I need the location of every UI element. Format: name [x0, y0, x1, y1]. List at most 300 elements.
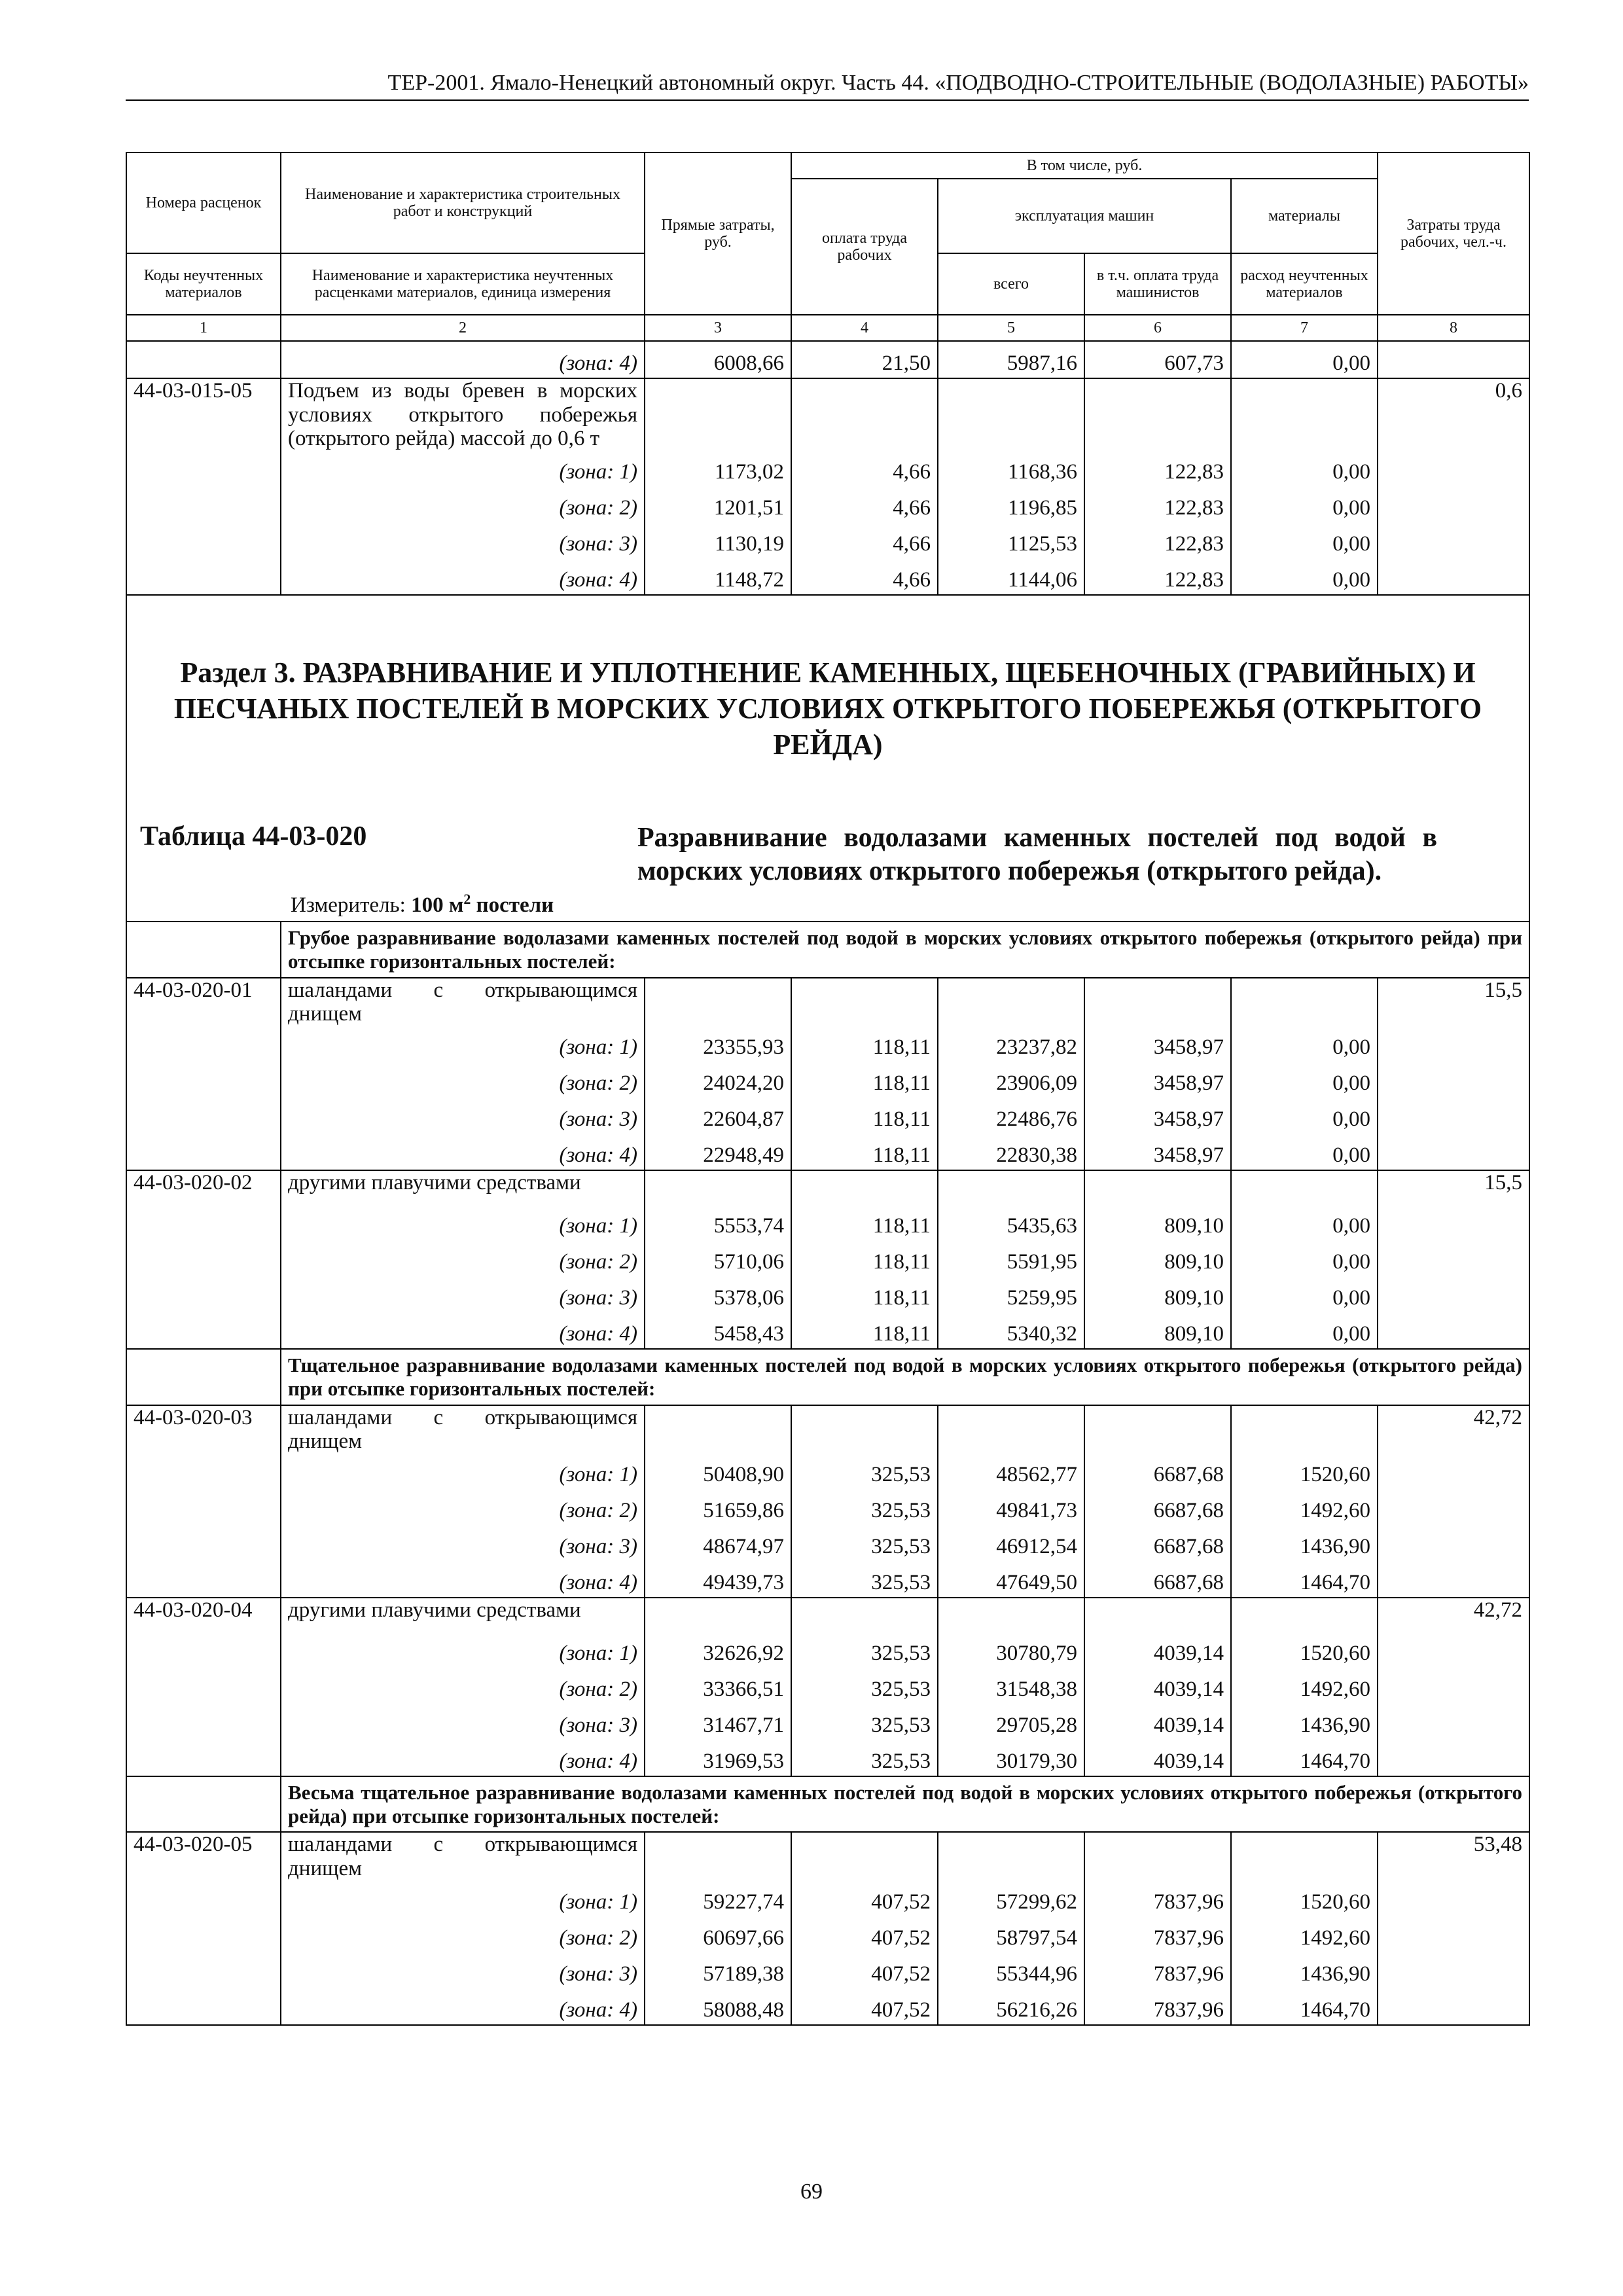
zone-label: (зона: 1) [281, 1632, 645, 1668]
labor-cell [1378, 341, 1529, 378]
empty-cell [1084, 1832, 1231, 1880]
labor-cell [1378, 1453, 1529, 1489]
value-cell: 325,53 [791, 1704, 938, 1740]
value-cell: 118,11 [791, 1098, 938, 1134]
labor-value: 42,72 [1378, 1598, 1529, 1632]
code-cell [126, 1916, 281, 1952]
value-cell: 58088,48 [645, 1988, 791, 2025]
value-cell: 0,00 [1231, 522, 1378, 558]
col-num-4: 4 [791, 315, 938, 341]
code-cell [126, 1880, 281, 1916]
value-cell: 57189,38 [645, 1952, 791, 1988]
rate-code: 44-03-015-05 [126, 378, 281, 450]
value-cell: 6687,68 [1084, 1453, 1231, 1489]
code-cell [126, 1988, 281, 2025]
value-cell: 325,53 [791, 1740, 938, 1776]
labor-cell [1378, 1525, 1529, 1561]
value-cell: 118,11 [791, 1276, 938, 1312]
value-cell: 56216,26 [938, 1988, 1084, 2025]
value-cell: 0,00 [1231, 1026, 1378, 1062]
table-header [126, 152, 1529, 341]
rate-code: 44-03-020-03 [126, 1405, 281, 1454]
value-cell: 4,66 [791, 450, 938, 486]
value-cell: 325,53 [791, 1632, 938, 1668]
zone-label: (зона: 2) [281, 1668, 645, 1704]
zone-label: (зона: 4) [281, 341, 645, 378]
value-cell: 30179,30 [938, 1740, 1084, 1776]
value-cell: 6008,66 [645, 341, 791, 378]
value-cell: 0,00 [1231, 486, 1378, 522]
zone-row [126, 1704, 1529, 1740]
value-cell: 6687,68 [1084, 1489, 1231, 1525]
value-cell: 0,00 [1231, 1312, 1378, 1349]
zone-label: (зона: 2) [281, 1062, 645, 1098]
value-cell: 22604,87 [645, 1098, 791, 1134]
code-cell [126, 1561, 281, 1598]
zone-label: (зона: 4) [281, 1740, 645, 1776]
value-cell: 50408,90 [645, 1453, 791, 1489]
zone-label: (зона: 3) [281, 1098, 645, 1134]
value-cell: 55344,96 [938, 1952, 1084, 1988]
value-cell: 4039,14 [1084, 1668, 1231, 1704]
code-cell [126, 1453, 281, 1489]
zone-row [126, 558, 1529, 595]
rate-row [126, 1405, 1529, 1454]
page-number: 69 [800, 2179, 823, 2204]
value-cell: 47649,50 [938, 1561, 1084, 1598]
zone-row [126, 1098, 1529, 1134]
value-cell: 31467,71 [645, 1704, 791, 1740]
labor-cell [1378, 1952, 1529, 1988]
col8-header: Затраты труда рабочих, чел.-ч. [1378, 152, 1529, 315]
value-cell: 51659,86 [645, 1489, 791, 1525]
value-cell: 118,11 [791, 1240, 938, 1276]
labor-cell [1378, 1988, 1529, 2025]
labor-cell [1378, 558, 1529, 595]
zone-label: (зона: 4) [281, 1134, 645, 1170]
col4-header: оплата труда рабочих [791, 179, 938, 315]
value-cell: 6687,68 [1084, 1561, 1231, 1598]
group-subheading: Весьма тщательное разравнивание водолазами каменных постелей под водой в морских условиях открытого побережья (открытого рейда) при отсыпке горизонтальных постелей: [281, 1776, 1529, 1832]
table-description: Разравнивание водолазами каменных постелей под водой в морских условиях открытого побережья (открытого рейда). [637, 823, 1437, 886]
value-cell: 118,11 [791, 1062, 938, 1098]
col2-top: Наименование и характеристика строительных работ и конструкций [281, 152, 645, 253]
value-cell: 7837,96 [1084, 1988, 1231, 2025]
zone-row [126, 1062, 1529, 1098]
value-cell: 407,52 [791, 1880, 938, 1916]
zone-label: (зона: 4) [281, 1312, 645, 1349]
col2-bottom: Наименование и характеристика неучтенных расценками материалов, единица измерения [281, 253, 645, 315]
value-cell: 3458,97 [1084, 1062, 1231, 1098]
empty-cell [1231, 1598, 1378, 1632]
code-cell [126, 522, 281, 558]
empty-cell [938, 978, 1084, 1026]
value-cell: 22948,49 [645, 1134, 791, 1170]
col1-bottom: Коды неучтенных материалов [126, 253, 281, 315]
zone-label: (зона: 3) [281, 522, 645, 558]
value-cell: 325,53 [791, 1489, 938, 1525]
code-cell [126, 1276, 281, 1312]
empty-cell [1084, 978, 1231, 1026]
zone-label: (зона: 1) [281, 1880, 645, 1916]
rate-row [126, 378, 1529, 450]
value-cell: 0,00 [1231, 1098, 1378, 1134]
empty-cell [791, 378, 938, 450]
empty-cell [645, 978, 791, 1026]
value-cell: 1168,36 [938, 450, 1084, 486]
materials-header: материалы [1231, 179, 1378, 253]
labor-value: 53,48 [1378, 1832, 1529, 1880]
zone-label: (зона: 2) [281, 1916, 645, 1952]
col-num-7: 7 [1231, 315, 1378, 341]
value-cell: 1125,53 [938, 522, 1084, 558]
empty-cell [1231, 978, 1378, 1026]
empty-cell [645, 1598, 791, 1632]
value-cell: 1464,70 [1231, 1561, 1378, 1598]
value-cell: 1492,60 [1231, 1668, 1378, 1704]
zone-row [126, 1632, 1529, 1668]
col-num-2: 2 [281, 315, 645, 341]
page-header: ТЕР-2001. Ямало-Ненецкий автономный округ. Часть 44. «ПОДВОДНО-СТРОИТЕЛЬНЫЕ (ВОДОЛАЗНЫЕ) РАБОТЫ» [126, 71, 1529, 101]
rate-description: Подъем из воды бревен в морских условиях открытого побережья (открытого рейда) массой до 0,6 т [281, 378, 645, 450]
empty-cell [938, 1170, 1084, 1204]
table-title-row [140, 821, 1516, 888]
labor-cell [1378, 1880, 1529, 1916]
code-cell [126, 1668, 281, 1704]
measure-value: 100 м [411, 893, 464, 918]
measure-prefix: Измеритель: [291, 893, 406, 918]
labor-cell [1378, 1098, 1529, 1134]
measure-unit [291, 891, 1529, 917]
col5-header: всего [938, 253, 1084, 315]
empty-cell [791, 1405, 938, 1454]
labor-cell [1378, 1916, 1529, 1952]
zone-row [126, 522, 1529, 558]
value-cell: 0,00 [1231, 341, 1378, 378]
zone-row [126, 1134, 1529, 1170]
value-cell: 1144,06 [938, 558, 1084, 595]
rate-code: 44-03-020-05 [126, 1832, 281, 1880]
col1-top: Номера расценок [126, 152, 281, 253]
value-cell: 118,11 [791, 1312, 938, 1349]
machines-header: эксплуатация машин [938, 179, 1231, 253]
value-cell: 48674,97 [645, 1525, 791, 1561]
value-cell: 1436,90 [1231, 1704, 1378, 1740]
value-cell: 809,10 [1084, 1240, 1231, 1276]
code-cell [126, 1026, 281, 1062]
labor-cell [1378, 1632, 1529, 1668]
table-number: Таблица 44-03-020 [140, 821, 367, 852]
zone-label: (зона: 4) [281, 558, 645, 595]
col3-header: Прямые затраты, руб. [645, 152, 791, 315]
zone-label: (зона: 2) [281, 1240, 645, 1276]
value-cell: 4039,14 [1084, 1632, 1231, 1668]
value-cell: 3458,97 [1084, 1026, 1231, 1062]
value-cell: 3458,97 [1084, 1098, 1231, 1134]
group-subheading-row [126, 1349, 1529, 1405]
value-cell: 407,52 [791, 1916, 938, 1952]
zone-row [126, 1312, 1529, 1349]
zone-row [126, 1561, 1529, 1598]
value-cell: 4,66 [791, 558, 938, 595]
zone-row [126, 1880, 1529, 1916]
value-cell: 1520,60 [1231, 1632, 1378, 1668]
col7-header: расход неучтенных материалов [1231, 253, 1378, 315]
code-cell [126, 1062, 281, 1098]
code-cell [126, 1098, 281, 1134]
rate-description: шаландами с открывающимся днищем [281, 978, 645, 1026]
value-cell: 1201,51 [645, 486, 791, 522]
rates-table [126, 152, 1530, 2026]
value-cell: 4,66 [791, 486, 938, 522]
code-cell [126, 1776, 281, 1832]
labor-cell [1378, 1704, 1529, 1740]
labor-cell [1378, 1204, 1529, 1240]
labor-value: 15,5 [1378, 1170, 1529, 1204]
empty-cell [1231, 378, 1378, 450]
zone-row [126, 1740, 1529, 1776]
value-cell: 7837,96 [1084, 1880, 1231, 1916]
zone-label: (зона: 4) [281, 1988, 645, 2025]
rate-description: шаландами с открывающимся днищем [281, 1405, 645, 1454]
value-cell: 49841,73 [938, 1489, 1084, 1525]
value-cell: 22486,76 [938, 1098, 1084, 1134]
zone-label: (зона: 2) [281, 1489, 645, 1525]
value-cell: 122,83 [1084, 522, 1231, 558]
zone-label: (зона: 1) [281, 450, 645, 486]
value-cell: 1130,19 [645, 522, 791, 558]
empty-cell [645, 1832, 791, 1880]
zone-row [126, 1026, 1529, 1062]
value-cell: 7837,96 [1084, 1916, 1231, 1952]
labor-value: 15,5 [1378, 978, 1529, 1026]
empty-cell [1084, 378, 1231, 450]
value-cell: 1520,60 [1231, 1880, 1378, 1916]
code-cell [126, 922, 281, 977]
rate-row [126, 1170, 1529, 1204]
value-cell: 1464,70 [1231, 1740, 1378, 1776]
code-cell [126, 486, 281, 522]
empty-cell [645, 378, 791, 450]
rate-row [126, 978, 1529, 1026]
empty-cell [938, 1598, 1084, 1632]
value-cell: 23906,09 [938, 1062, 1084, 1098]
code-cell [126, 1952, 281, 1988]
value-cell: 29705,28 [938, 1704, 1084, 1740]
rate-code: 44-03-020-04 [126, 1598, 281, 1632]
group-subheading-row [126, 1776, 1529, 1832]
value-cell: 60697,66 [645, 1916, 791, 1952]
value-cell: 0,00 [1231, 558, 1378, 595]
labor-cell [1378, 1489, 1529, 1525]
zone-label: (зона: 1) [281, 1453, 645, 1489]
value-cell: 32626,92 [645, 1632, 791, 1668]
value-cell: 607,73 [1084, 341, 1231, 378]
zone-row [126, 1988, 1529, 2025]
col-num-3: 3 [645, 315, 791, 341]
empty-cell [938, 1832, 1084, 1880]
rate-code: 44-03-020-01 [126, 978, 281, 1026]
value-cell: 325,53 [791, 1525, 938, 1561]
rate-description: шаландами с открывающимся днищем [281, 1832, 645, 1880]
empty-cell [645, 1405, 791, 1454]
zone-label: (зона: 2) [281, 486, 645, 522]
code-cell [126, 558, 281, 595]
value-cell: 0,00 [1231, 1134, 1378, 1170]
labor-cell [1378, 1134, 1529, 1170]
zone-row [126, 1952, 1529, 1988]
labor-cell [1378, 450, 1529, 486]
value-cell: 0,00 [1231, 1204, 1378, 1240]
value-cell: 118,11 [791, 1134, 938, 1170]
zone-row [126, 1489, 1529, 1525]
value-cell: 122,83 [1084, 486, 1231, 522]
code-cell [126, 1134, 281, 1170]
col-num-5: 5 [938, 315, 1084, 341]
table-body-top [126, 341, 1529, 595]
value-cell: 118,11 [791, 1026, 938, 1062]
value-cell: 4039,14 [1084, 1704, 1231, 1740]
zone-row [126, 486, 1529, 522]
group-subheading: Тщательное разравнивание водолазами каменных постелей под водой в морских условиях открытого побережья (открытого рейда) при отсыпке горизонтальных постелей: [281, 1349, 1529, 1405]
rate-description: другими плавучими средствами [281, 1598, 645, 1632]
empty-cell [1231, 1832, 1378, 1880]
zone-row [126, 1240, 1529, 1276]
value-cell: 46912,54 [938, 1525, 1084, 1561]
code-cell [126, 1525, 281, 1561]
zone-row [126, 1204, 1529, 1240]
zone-row [126, 1276, 1529, 1312]
value-cell: 48562,77 [938, 1453, 1084, 1489]
value-cell: 0,00 [1231, 1240, 1378, 1276]
code-cell [126, 1204, 281, 1240]
value-cell: 24024,20 [645, 1062, 791, 1098]
value-cell: 5710,06 [645, 1240, 791, 1276]
value-cell: 49439,73 [645, 1561, 791, 1598]
zone-row [126, 1668, 1529, 1704]
value-cell: 1464,70 [1231, 1988, 1378, 2025]
code-cell [126, 1740, 281, 1776]
empty-cell [1084, 1598, 1231, 1632]
value-cell: 1148,72 [645, 558, 791, 595]
code-cell [126, 1349, 281, 1405]
empty-cell [938, 378, 1084, 450]
value-cell: 122,83 [1084, 450, 1231, 486]
labor-cell [1378, 1240, 1529, 1276]
empty-cell [645, 1170, 791, 1204]
labor-cell [1378, 1312, 1529, 1349]
value-cell: 4039,14 [1084, 1740, 1231, 1776]
empty-cell [791, 1832, 938, 1880]
value-cell: 22830,38 [938, 1134, 1084, 1170]
value-cell: 7837,96 [1084, 1952, 1231, 1988]
value-cell: 1173,02 [645, 450, 791, 486]
empty-cell [791, 1598, 938, 1632]
value-cell: 30780,79 [938, 1632, 1084, 1668]
zone-row [126, 341, 1529, 378]
value-cell: 5553,74 [645, 1204, 791, 1240]
rate-row [126, 1832, 1529, 1880]
value-cell: 23237,82 [938, 1026, 1084, 1062]
code-cell [126, 1312, 281, 1349]
table-body-groups [126, 922, 1529, 2025]
value-cell: 3458,97 [1084, 1134, 1231, 1170]
zone-label: (зона: 4) [281, 1561, 645, 1598]
zone-row [126, 1916, 1529, 1952]
value-cell: 57299,62 [938, 1880, 1084, 1916]
value-cell: 325,53 [791, 1668, 938, 1704]
labor-cell [1378, 486, 1529, 522]
value-cell: 809,10 [1084, 1312, 1231, 1349]
value-cell: 5435,63 [938, 1204, 1084, 1240]
value-cell: 31548,38 [938, 1668, 1084, 1704]
labor-value: 42,72 [1378, 1405, 1529, 1454]
value-cell: 1492,60 [1231, 1489, 1378, 1525]
empty-cell [938, 1405, 1084, 1454]
value-cell: 33366,51 [645, 1668, 791, 1704]
rate-row [126, 1598, 1529, 1632]
col-num-8: 8 [1378, 315, 1529, 341]
rate-description: другими плавучими средствами [281, 1170, 645, 1204]
empty-cell [1084, 1405, 1231, 1454]
code-cell [126, 450, 281, 486]
value-cell: 0,00 [1231, 1062, 1378, 1098]
group-subheading: Грубое разравнивание водолазами каменных постелей под водой в морских условиях открытого побережья (открытого рейда) при отсыпке горизонтальных постелей: [281, 922, 1529, 977]
empty-cell [791, 978, 938, 1026]
rate-code: 44-03-020-02 [126, 1170, 281, 1204]
group-header: В том числе, руб. [791, 152, 1378, 179]
value-cell: 6687,68 [1084, 1525, 1231, 1561]
labor-cell [1378, 1561, 1529, 1598]
labor-cell [1378, 1276, 1529, 1312]
zone-label: (зона: 1) [281, 1204, 645, 1240]
value-cell: 21,50 [791, 341, 938, 378]
empty-cell [791, 1170, 938, 1204]
value-cell: 59227,74 [645, 1880, 791, 1916]
value-cell: 23355,93 [645, 1026, 791, 1062]
value-cell: 407,52 [791, 1988, 938, 2025]
labor-cell [1378, 522, 1529, 558]
value-cell: 1196,85 [938, 486, 1084, 522]
value-cell: 5458,43 [645, 1312, 791, 1349]
value-cell: 325,53 [791, 1561, 938, 1598]
value-cell: 1436,90 [1231, 1952, 1378, 1988]
zone-label: (зона: 3) [281, 1704, 645, 1740]
zone-row [126, 450, 1529, 486]
code-cell [126, 1632, 281, 1668]
labor-cell [1378, 1062, 1529, 1098]
labor-cell [1378, 1026, 1529, 1062]
group-subheading-row [126, 922, 1529, 977]
empty-cell [1231, 1405, 1378, 1454]
value-cell: 122,83 [1084, 558, 1231, 595]
section-title: Раздел 3. РАЗРАВНИВАНИЕ И УПЛОТНЕНИЕ КАМЕННЫХ, ЩЕБЕНОЧНЫХ (ГРАВИЙНЫХ) И ПЕСЧАНЫХ ПОСТЕЛЕЙ В МОРСКИХ УСЛОВИЯХ ОТКРЫТОГО ПОБЕРЕЖЬЯ (ОТКРЫТОГО РЕЙДА) [173, 656, 1482, 761]
value-cell: 118,11 [791, 1204, 938, 1240]
labor-cell [1378, 1740, 1529, 1776]
value-cell: 809,10 [1084, 1204, 1231, 1240]
value-cell: 1520,60 [1231, 1453, 1378, 1489]
value-cell: 1436,90 [1231, 1525, 1378, 1561]
col6-header: в т.ч. оплата труда машинистов [1084, 253, 1231, 315]
value-cell: 407,52 [791, 1952, 938, 1988]
code-cell [126, 1489, 281, 1525]
value-cell: 31969,53 [645, 1740, 791, 1776]
value-cell: 5591,95 [938, 1240, 1084, 1276]
value-cell: 58797,54 [938, 1916, 1084, 1952]
zone-label: (зона: 3) [281, 1276, 645, 1312]
section-block [126, 595, 1529, 922]
value-cell: 5378,06 [645, 1276, 791, 1312]
